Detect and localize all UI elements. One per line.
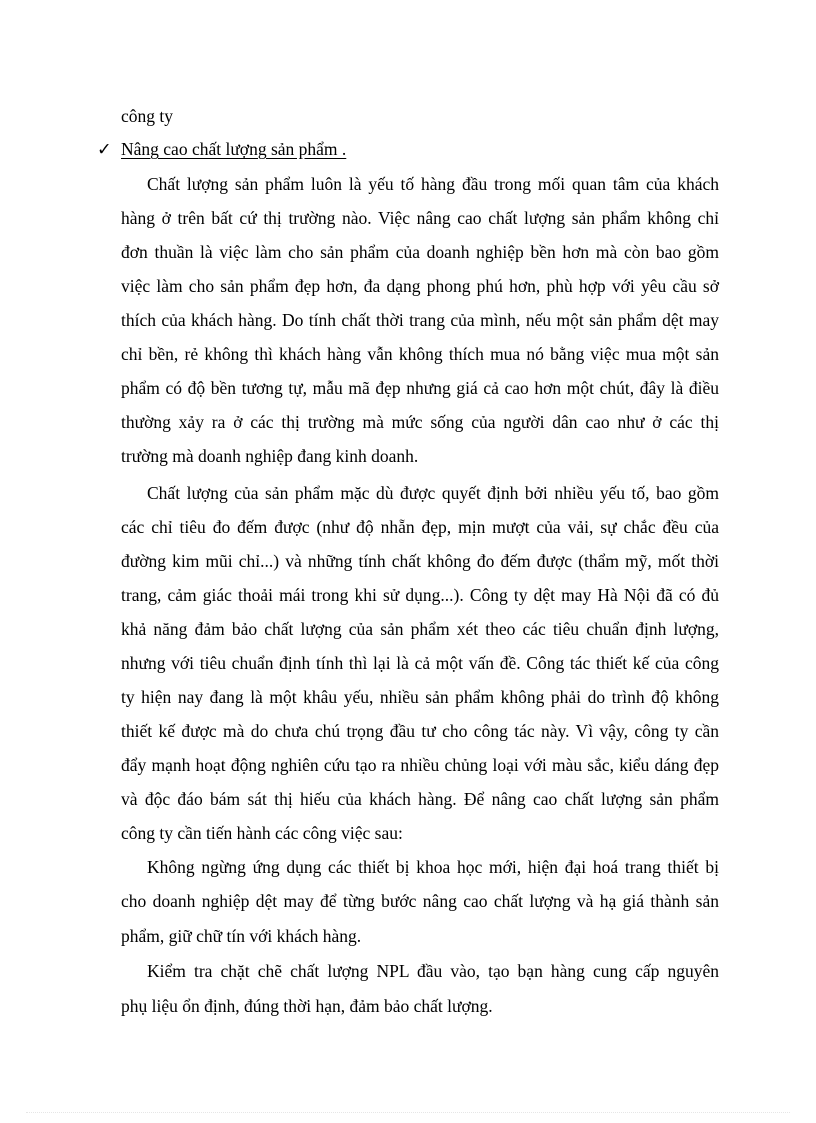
continuation-text: công ty	[121, 106, 174, 126]
paragraph-1-line: chỉ bền, rẻ không thì khách hàng vẫn không thích mua nó bằng việc mua một sản	[121, 344, 719, 364]
paragraph-3-line: phẩm, giữ chữ tín với khách hàng.	[121, 926, 362, 946]
paragraph-3-line: cho doanh nghiệp dệt may để từng bước nâng cao chất lượng và hạ giá thành sản	[121, 891, 719, 911]
paragraph-3-line: Không ngừng ứng dụng các thiết bị khoa học mới, hiện đại hoá trang thiết bị	[147, 857, 719, 877]
paragraph-2-line: Chất lượng của sản phẩm mặc dù được quyết định bởi nhiều yếu tố, bao gồm	[147, 483, 719, 503]
paragraph-2-line: ty hiện nay đang là một khâu yếu, nhiều sản phẩm không phải do trình độ không	[121, 687, 719, 707]
section-heading	[97, 138, 346, 160]
paragraph-2-line: công ty cần tiến hành các công việc sau:	[121, 823, 403, 843]
paragraph-1-line: đơn thuần là việc làm cho sản phẩm của doanh nghiệp bền hơn mà còn bao gồm	[121, 242, 719, 262]
paragraph-1-line: trường mà doanh nghiệp đang kinh doanh.	[121, 446, 419, 466]
paragraph-1-line: thường xảy ra ở các thị trường mà mức sống của người dân cao như ở các thị	[121, 412, 719, 432]
paragraph-1-line: hàng ở trên bất cứ thị trường nào. Việc nâng cao chất lượng sản phẩm không chỉ	[121, 208, 719, 228]
paragraph-2-line: trang, cảm giác thoải mái trong khi sử dụng...). Công ty dệt may Hà Nội đã có đủ	[121, 585, 719, 605]
page-bottom-border	[26, 1112, 790, 1113]
section-heading-text: Nâng cao chất lượng sản phẩm .	[121, 139, 347, 159]
paragraph-2-line: các chỉ tiêu đo đếm được (như độ nhẵn đẹp, mịn mượt của vải, sự chắc đều của	[121, 517, 719, 537]
paragraph-2-line: khả năng đảm bảo chất lượng của sản phẩm xét theo các tiêu chuẩn định lượng,	[121, 619, 719, 639]
check-mark-icon: ✓	[97, 139, 112, 159]
paragraph-2-line: thiết kế được mà do chưa chú trọng đầu tư cho công tác này. Vì vậy, công ty cần	[121, 721, 719, 741]
paragraph-1-line: việc làm cho sản phẩm đẹp hơn, đa dạng phong phú hơn, phù hợp với yêu cầu sở	[121, 276, 719, 296]
paragraph-2-line: đẩy mạnh hoạt động nghiên cứu tạo ra nhiều chủng loại với màu sắc, kiểu dáng đẹp	[121, 755, 719, 775]
paragraph-2-line: và độc đáo bám sát thị hiếu của khách hàng. Để nâng cao chất lượng sản phẩm	[121, 789, 719, 809]
paragraph-2-line: đường kim mũi chỉ...) và những tính chất không đo đếm được (thẩm mỹ, mốt thời	[121, 551, 719, 571]
paragraph-1-line: thích của khách hàng. Do tính chất thời trang của mình, nếu một sản phẩm dệt may	[121, 310, 719, 330]
paragraph-4-line: phụ liệu ổn định, đúng thời hạn, đảm bảo chất lượng.	[121, 996, 493, 1016]
paragraph-1-line: phẩm có độ bền tương tự, mẫu mã đẹp nhưng giá cả cao hơn một chút, đây là điều	[121, 378, 719, 398]
paragraph-2-line: nhưng với tiêu chuẩn định tính thì lại là cả một vấn đề. Công tác thiết kế của công	[121, 653, 719, 673]
paragraph-4-line: Kiểm tra chặt chẽ chất lượng NPL đầu vào, tạo bạn hàng cung cấp nguyên	[147, 961, 719, 981]
paragraph-1-line: Chất lượng sản phẩm luôn là yếu tố hàng đầu trong mối quan tâm của khách	[147, 174, 719, 194]
